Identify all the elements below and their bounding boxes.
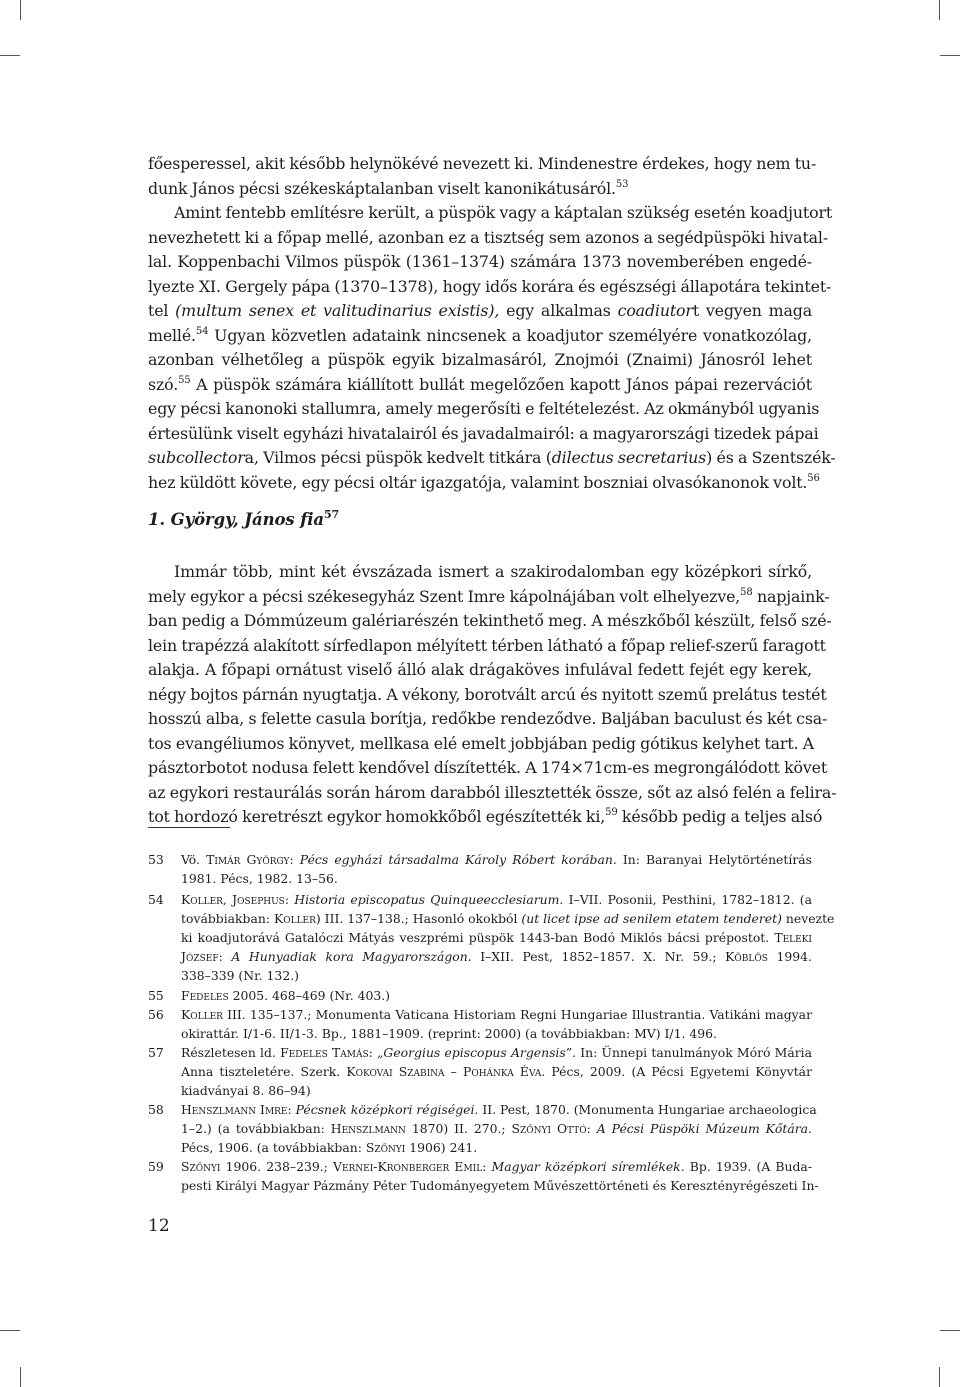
text-line: értesülünk viselt egyházi hivatalairól és javadalmairól: a magyarországi tizedek pápai <box>148 423 819 443</box>
text-line: nevezhetett ki a főpap mellé, azonban ez a tisztség sem azonos a segédpüspöki hivatal- <box>148 227 829 247</box>
footnote-number: 55 <box>148 988 164 1003</box>
crop-mark <box>20 0 21 20</box>
footnote-line: 338–339 (Nr. 132.) <box>181 968 299 983</box>
footnote-ref[interactable]: 53 <box>615 178 629 190</box>
footnote-55 <box>148 986 812 1005</box>
footnote-ref[interactable]: 59 <box>605 807 618 818</box>
footnote-line: Részletesen ld. Fedeles Tamás: „Georgius episcopus Argensis”. In: Ünnepi tanulmányok Móró Mária <box>181 1045 813 1060</box>
text-line: Amint fentebb említésre került, a püspök vagy a káptalan szükség esetén koadjutort <box>174 203 833 222</box>
crop-mark <box>20 1367 21 1387</box>
text-line: ban pedig a Dómmúzeum galériarészén tekinthető meg. A mészkőből készült, felső szé- <box>148 611 832 630</box>
text-line: az egykori restaurálás során három darabból illesztették össze, sőt az alsó felén a felira- <box>148 782 837 802</box>
crop-mark <box>0 55 20 56</box>
crop-mark <box>939 0 940 20</box>
body-text-lower <box>148 560 837 830</box>
footnote-ref[interactable]: 56 <box>807 472 820 484</box>
text-line: főesperessel, akit később helynökévé nevezett ki. Mindenestre érdekes, hogy nem tu- <box>148 154 817 173</box>
footnote-59 <box>148 1157 819 1195</box>
footnote-number: 57 <box>148 1045 164 1060</box>
text-line: szó.$^{55}$ A püspök számára kiállított bullát megelőzően kapott János pápai rezervációt <box>148 374 812 394</box>
footnote-56 <box>148 1005 812 1043</box>
footnote-58 <box>148 1100 817 1157</box>
text-line: subcollectora, Vilmos pécsi püspök kedvelt titkára (dilectus secretarius) és a Szentszék- <box>148 448 836 467</box>
body-text-upper <box>148 152 836 495</box>
footnote-number: 59 <box>148 1159 164 1174</box>
footnote-ref[interactable]: 54 <box>195 325 209 337</box>
footnote-line: József: A Hunyadiak kora Magyarországon. I–XII. Pest, 1852–1857. X. Nr. 59.; Köblös 1994. <box>181 949 812 964</box>
text-line: pásztorbotot nodusa felett kendővel díszítették. A 174×71cm-es megrongálódott követ <box>148 758 828 777</box>
footnote-number: 54 <box>148 892 164 907</box>
text-line: négy bojtos párnán nyugtatja. A vékony, borotvált arcú és nyitott szemű prelátus testét <box>148 684 827 704</box>
text-line: mely egykor a pécsi székesegyház Szent Imre kápolnájában volt elhelyezve,$^{58}$ napjaink- <box>148 586 830 606</box>
footnote-separator <box>148 827 230 828</box>
footnote-53 <box>148 850 812 888</box>
text-line: tot hordozó keretrészt egykor homokkőből egészítették ki,$^{59}$ később pedig a teljes alsó <box>148 807 823 826</box>
section-heading: 1. György, János fia$^{57}$ <box>148 508 340 529</box>
text-line: azonban vélhetőleg a püspök egyik bizalmasáról, Znojmói (Znaimi) Jánosról lehet <box>148 350 812 369</box>
text-line: lein trapézzá alakított sírfedlapon mélyített térben látható a főpap relief-szerű faragott <box>148 635 826 655</box>
crop-mark <box>940 1330 960 1331</box>
footnote-line: 1–2.) (a továbbiakban: Henszlmann 1870) II. 270.; Szőnyi Ottó: A Pécsi Püspöki Múzeum Kőtára. <box>181 1121 812 1136</box>
footnote-line: Koller III. 135–137.; Monumenta Vaticana Historiam Regni Hungariae Illustrantia. Vatikáni magyar <box>181 1007 812 1022</box>
footnote-line: Vö. Timár György: Pécs egyházi társadalma Károly Róbert korában. In: Baranyai Helytörténetírás <box>181 852 813 867</box>
text-line: hosszú alba, s felette casula borítja, redőkbe rendeződve. Baljában baculust és két csa- <box>148 709 828 728</box>
text-line: Immár több, mint két évszázada ismert a szakirodalomban egy középkori sírkő, <box>174 562 812 581</box>
footnote-line: 1981. Pécs, 1982. 13–56. <box>181 871 338 886</box>
footnote-number: 58 <box>148 1102 164 1117</box>
text-line: alakja. A főpapi ornátust viselő álló alak drágaköves infulával fedett fejét egy kerek, <box>148 660 812 679</box>
footnote-ref[interactable]: 57 <box>323 508 340 521</box>
footnote-line: továbbiakban: Koller) III. 137–138.; Hasonló okokból (ut licet ipse ad senilem etatem tenderet) nevezte <box>181 911 835 926</box>
footnote-line: Fedeles 2005. 468–469 (Nr. 403.) <box>181 988 390 1003</box>
footnote-line: Anna tiszteletére. Szerk. Kokovai Szabina – Pohánka Éva. Pécs, 2009. (A Pécsi Egyetemi Könyvtár <box>181 1064 812 1079</box>
text-line: dunk János pécsi székeskáptalanban viselt kanonikátusáról.$^{53}$ <box>148 178 629 198</box>
crop-mark <box>0 1330 20 1331</box>
text-line: egy pécsi kanonoki stallumra, amely megerősíti e feltételezést. Az okmányból ugyanis <box>148 399 820 418</box>
crop-mark <box>940 55 960 56</box>
text-line: tos evangéliumos könyvet, mellkasa elé emelt jobbjában pedig gótikus kelyhet tart. A <box>148 733 815 753</box>
footnote-ref[interactable]: 58 <box>740 586 753 598</box>
text-line: lal. Koppenbachi Vilmos püspök (1361–1374) számára 1373 novemberében engedé- <box>148 252 812 271</box>
footnote-number: 53 <box>148 852 164 867</box>
footnote-line: kiadványai 8. 86–94) <box>181 1083 311 1098</box>
footnote-line: okirattár. I/1-6. II/1-3. Bp., 1881–1909. (reprint: 2000) (a továbbiakban: MV) I/1. 496. <box>181 1026 717 1041</box>
footnote-line: Koller, Josephus: Historia episcopatus Quinqueecclesiarum. I–VII. Posonii, Pesthini, 1782–1812. (a <box>181 892 812 907</box>
footnote-line: pesti Királyi Magyar Pázmány Péter Tudományegyetem Művészettörténeti és Keresztényrégészeti In- <box>181 1178 819 1193</box>
footnote-line: Henszlmann Imre: Pécsnek középkori régiségei. II. Pest, 1870. (Monumenta Hungariae archaeologica <box>181 1102 817 1117</box>
footnote-line: Szőnyi 1906. 238–239.; Vernei-Kronberger Emil: Magyar középkori síremlékek. Bp. 1939. (A Buda- <box>181 1159 813 1174</box>
crop-mark <box>939 1367 940 1387</box>
footnote-number: 56 <box>148 1007 164 1022</box>
footnote-ref[interactable]: 55 <box>178 374 191 386</box>
text-line: lyezte XI. Gergely pápa (1370–1378), hogy idős korára és egészségi állapotára tekintet- <box>148 276 832 296</box>
footnote-line: Pécs, 1906. (a továbbiakban: Szőnyi 1906) 241. <box>181 1140 478 1155</box>
footnote-57 <box>148 1043 812 1100</box>
text-line: hez küldött követe, egy pécsi oltár igazgatója, valamint boszniai olvasókanonok volt.$^{56}$ <box>148 472 820 492</box>
text-line: mellé.$^{54}$ Ugyan közvetlen adataink nincsenek a koadjutor személyére vonatkozólag, <box>148 325 812 345</box>
footnote-54 <box>148 890 835 985</box>
text-line: tel (multum senex et valitudinarius existis), egy alkalmas coadiutort vegyen maga <box>148 301 813 320</box>
page-number: 12 <box>148 1216 170 1236</box>
footnote-line: ki koadjutorává Gatalóczi Mátyás veszprémi püspök 1443-ban Bodó Miklós bácsi prépostot. Teleki <box>181 930 812 945</box>
